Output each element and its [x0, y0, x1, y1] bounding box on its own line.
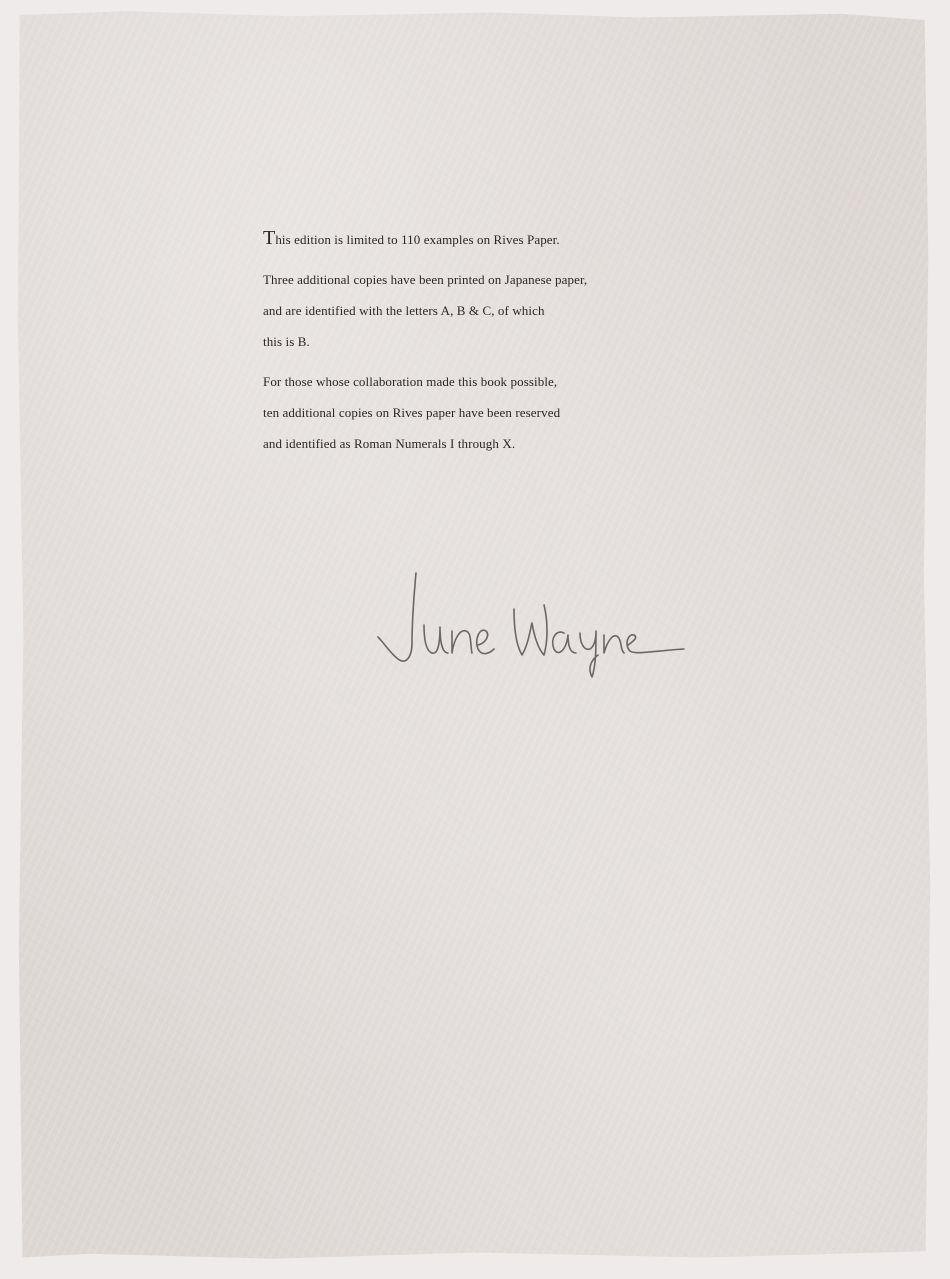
- paragraph-line: For those whose collaboration made this book possible,: [263, 374, 558, 389]
- paragraph-line: ten additional copies on Rives paper have been reserved: [263, 405, 561, 420]
- initial-letter: T: [263, 227, 276, 249]
- paragraph-line: Three additional copies have been printed on Japanese paper,: [263, 272, 588, 287]
- colophon-text: [263, 224, 703, 468]
- collaborators-paragraph: [263, 366, 703, 459]
- paragraph-line: and are identified with the letters A, B & C, of which: [263, 303, 545, 318]
- handwritten-signature: [372, 565, 692, 685]
- japanese-paper-paragraph: [263, 264, 703, 357]
- paragraph-line: this is B.: [263, 334, 310, 349]
- edition-statement-text: his edition is limited to 110 examples on Rives Paper.: [275, 232, 560, 247]
- edition-statement: [263, 224, 703, 255]
- paragraph-line: and identified as Roman Numerals I through X.: [263, 436, 516, 451]
